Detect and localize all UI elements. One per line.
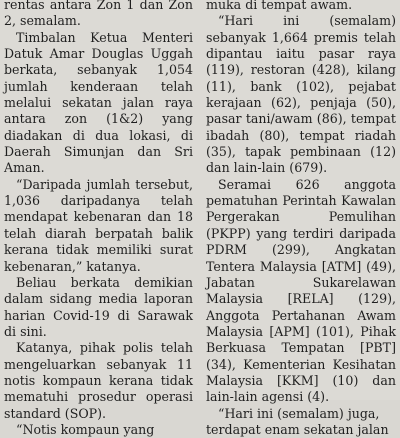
paragraph-zone-crossing: rentas antara Zon 1 dan Zon 2, semalam. [4,0,193,29]
paragraph-press-conference: Beliau berkata demikian dalam sidang media laporan harian Covid-19 di Sarawak di sini. [4,274,193,339]
paragraph-permission-quote: “Daripada jumlah tersebut, 1,036 daripadanya telah mendapat kebenaran dan 18 telah diarah berpatah balik kerana tidak memiliki surat kebenaran,” katanya. [4,176,193,274]
paragraph-roadblocks: “Hari ini (semalam) juga, terdapat enam sekatan jalan [206,405,389,437]
paragraph-face-mask: muka di tempat awam. [206,0,353,12]
paragraph-compliance-personnel: Seramai 626 anggota pematuhan Perintah Kawalan Pergerakan Pemulihan (PKPP) yang terdiri daripada PDRM (299), Angkatan Tentera Malaysia [ATM] (49), Jabatan Sukarelawan Malaysia [RELA] (129), Anggota Pertahanan Awam Malaysia [APM] (101), Pihak Berkuasa Tempatan [PBT](34), Kementerian Kesihatan Malaysia [KKM] (10) dan lain-lain agensi (4). [206,176,396,405]
paragraph-vehicles-count: Timbalan Ketua Menteri Datuk Amar Douglas Uggah berkata, sebanyak 1,054 jumlah kenderaan telah melalui sekatan jalan raya antara zon (1&2) yang diadakan di dua lokasi, di Daerah Simunjan dan Sri Aman. [4,29,193,176]
paragraph-compound-quote: “Notis kompaun yang [16,421,155,437]
paragraph-premises-monitored: “Hari ini (semalam) sebanyak 1,664 premis telah dipantau iaitu pasar raya (119), restoran (428), kilang (11), bank (102), pejabat kerajaan (62), penjaja (50), pasar tani/awam (86), tempat ibadah (80), tempat riadah (35), tapak pembinaan (12) dan lain-lain (679). [206,13,396,176]
paragraph-compound-notices: Katanya, pihak polis telah mengeluarkan sebanyak 11 notis kompaun kerana tidak mematuhi prosedur operasi standard (SOP). [4,340,193,421]
article-column-right [206,0,396,437]
article-column-left [4,0,193,437]
